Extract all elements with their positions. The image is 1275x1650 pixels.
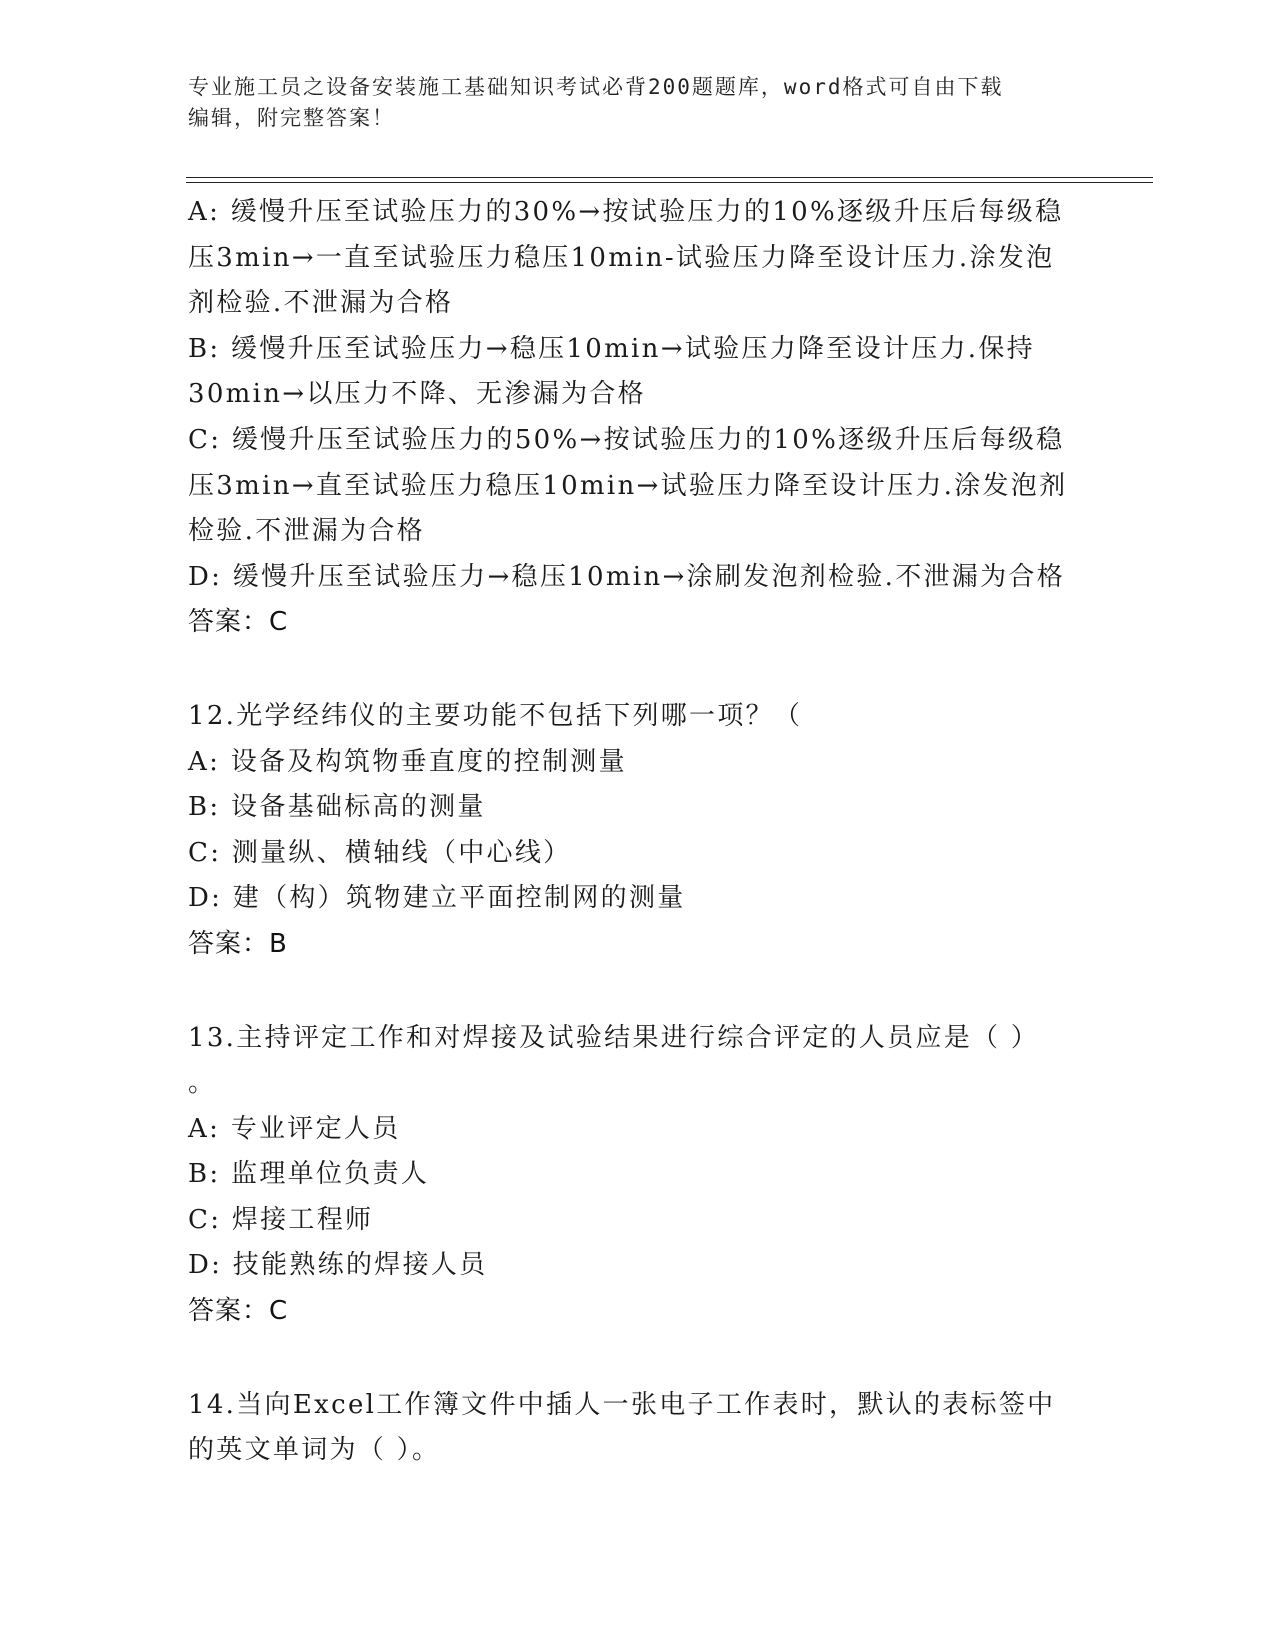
option-a-line-2: 压3min→一直至试验压力稳压10min-试验压力降至设计压力.涂发泡 bbox=[188, 242, 1055, 273]
option-b: B: 监理单位负责人 bbox=[188, 1159, 430, 1190]
spacer bbox=[188, 646, 1088, 694]
spacer bbox=[188, 968, 1088, 1016]
question-text-line-1: 13.主持评定工作和对焊接及试验结果进行综合评定的人员应是（ ） bbox=[188, 1022, 1040, 1053]
option-b: B: 设备基础标高的测量 bbox=[188, 792, 486, 823]
option-d: D: 建（构）筑物建立平面控制网的测量 bbox=[188, 883, 686, 914]
option-c: C: 测量纵、横轴线（中心线） bbox=[188, 837, 572, 868]
question-text: 12.光学经纬仪的主要功能不包括下列哪一项？（ bbox=[188, 700, 803, 731]
option-a-line-1: A: 缓慢升压至试验压力的30%→按试验压力的10%逐级升压后每级稳 bbox=[188, 197, 1064, 227]
header-divider-bottom bbox=[186, 182, 1153, 183]
question-text-line-2: 。 bbox=[188, 1068, 217, 1099]
document-header bbox=[188, 72, 1088, 134]
option-a: A: 设备及构筑物垂直度的控制测量 bbox=[188, 746, 627, 777]
header-line-2: 编辑，附完整答案！ bbox=[188, 106, 395, 130]
answer-q13: 答案：C bbox=[188, 1296, 289, 1327]
question-text-line-1: 14.当向Excel工作簿文件中插人一张电子工作表时，默认的表标签中 bbox=[188, 1389, 1056, 1420]
question-12 bbox=[188, 694, 1088, 968]
question-13 bbox=[188, 1016, 1088, 1335]
header-line-1: 专业施工员之设备安装施工基础知识考试必背200题题库，word格式可自由下载 bbox=[188, 75, 1004, 99]
option-b-line-2: 30min→以压力不降、无渗漏为合格 bbox=[188, 379, 646, 410]
option-c-line-1: C: 缓慢升压至试验压力的50%→按试验压力的10%逐级升压后每级稳 bbox=[188, 424, 1065, 455]
question-11-options bbox=[188, 190, 1088, 646]
option-d-line-1: D: 缓慢升压至试验压力→稳压10min→涂刷发泡剂检验.不泄漏为合格 bbox=[188, 561, 1066, 592]
option-a-line-3: 剂检验.不泄漏为合格 bbox=[188, 288, 454, 319]
option-a: A: 专业评定人员 bbox=[188, 1113, 401, 1144]
document-body bbox=[188, 190, 1088, 1474]
header-divider-top bbox=[186, 177, 1153, 178]
question-text-line-2: 的英文单词为（ ）。 bbox=[188, 1435, 441, 1466]
answer-q11: 答案：C bbox=[188, 607, 289, 638]
question-14 bbox=[188, 1383, 1088, 1474]
option-c: C: 焊接工程师 bbox=[188, 1204, 374, 1235]
option-d: D: 技能熟练的焊接人员 bbox=[188, 1250, 488, 1281]
option-c-line-3: 检验.不泄漏为合格 bbox=[188, 516, 425, 547]
option-b-line-1: B: 缓慢升压至试验压力→稳压10min→试验压力降至设计压力.保持 bbox=[188, 333, 1035, 364]
answer-q12: 答案：B bbox=[188, 928, 288, 959]
spacer bbox=[188, 1335, 1088, 1383]
option-c-line-2: 压3min→直至试验压力稳压10min→试验压力降至设计压力.涂发泡剂 bbox=[188, 470, 1068, 501]
